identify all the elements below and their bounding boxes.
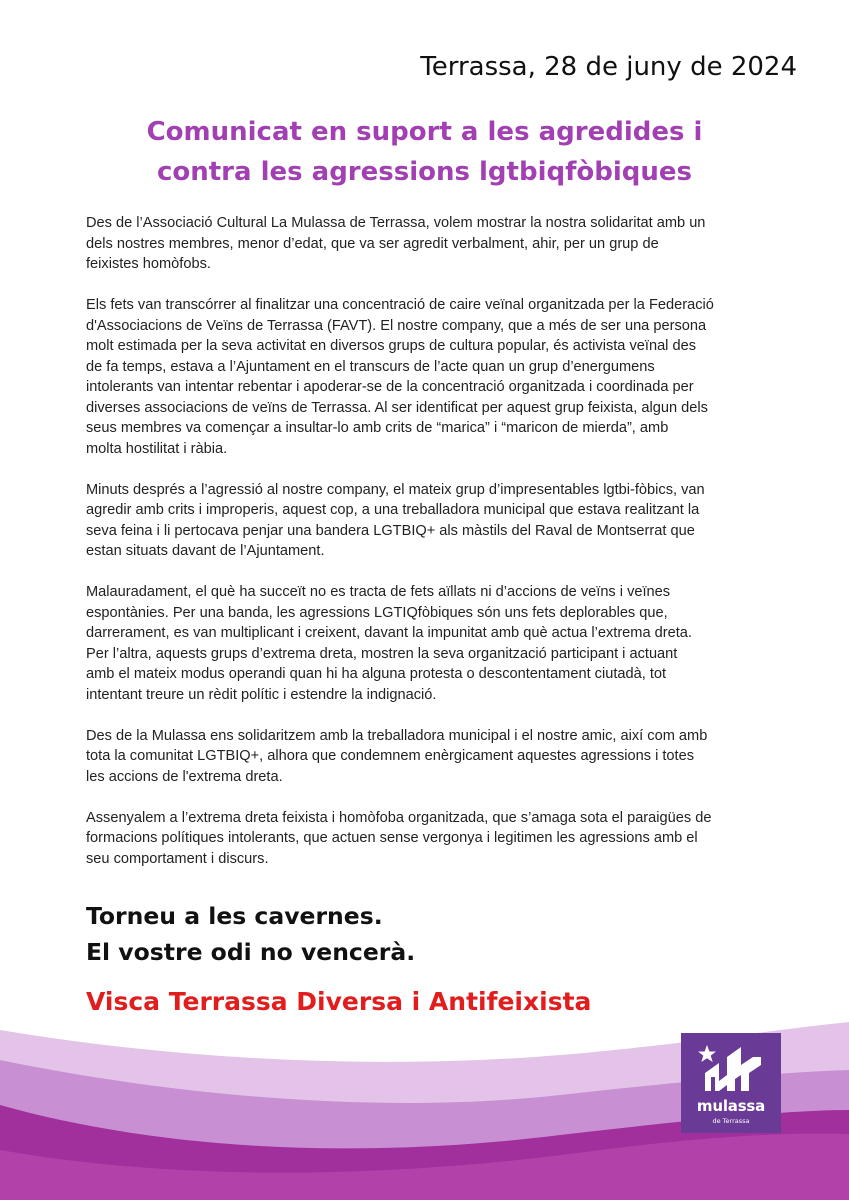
paragraph-line: Des de la Mulassa ens solidaritzem amb la treballadora municipal i el nostre amic, així com amb xyxy=(86,727,708,744)
paragraph-line: darrerament, es van multiplicant i creixent, davant la impunitat amb què actua l’extrema dreta. xyxy=(86,625,692,641)
document-date: Terrassa, 28 de juny de 2024 xyxy=(420,52,797,82)
paragraph-line: tota la comunitat LGTBIQ+, alhora que condemnem enèrgicament aquestes agressions i totes xyxy=(86,748,695,764)
mulassa-logo xyxy=(681,1033,781,1133)
paragraph-line: intolerants van intentar rebentar i apoderar-se de la concentració organitzada i coordinada per xyxy=(86,379,694,395)
paragraph-line: intentant treure un rèdit polític i estendre la indignació. xyxy=(86,686,437,703)
paragraph-line: amb el mateix modus operandi quan hi ha alguna protesta o descontentament ciutadà, tot xyxy=(86,666,667,682)
paragraph-line: Assenyalem a l’extrema dreta feixista i homòfoba organitzada, que s’amaga sota el paraigües de xyxy=(86,809,712,826)
paragraph-line: de fa temps, estava a l’Ajuntament en el transcurs de l’acte quan un grup d’energumens xyxy=(86,358,655,375)
paragraph-line: Els fets van transcórrer al finalitzar una concentració de caire veïnal organitzada per la Federació xyxy=(86,297,714,313)
document-body xyxy=(86,213,766,890)
closing-line-2: El vostre odi no vencerà. xyxy=(86,938,416,966)
paragraph-line: agredir amb crits i improperis, aquest cop, a una treballadora municipal que estava realitzant la xyxy=(86,502,700,518)
paragraph xyxy=(86,582,766,705)
paragraph-line: Per l’altra, aquests grups d’extrema dreta, mostren la seva organització participant i actuant xyxy=(86,645,678,662)
paragraph xyxy=(86,295,766,459)
paragraph-line: molta hostilitat i ràbia. xyxy=(86,440,228,457)
mulassa-logo-mark xyxy=(697,1041,765,1097)
paragraph-line: Minuts després a l’agressió al nostre company, el mateix grup d’impresentables lgtbi-fòbics, van xyxy=(86,481,705,498)
paragraph-line: seva feina i li pertocava penjar una bandera LGTBIQ+ als màstils del Raval de Montserrat que xyxy=(86,522,695,539)
paragraph-line: molt estimada per la seva activitat en diversos grups de cultura popular, és activista veïnal des xyxy=(86,338,697,354)
logo-subtitle: de Terrassa xyxy=(712,1117,750,1125)
paragraph-line: Des de l’Associació Cultural La Mulassa de Terrassa, volem mostrar la nostra solidaritat amb un xyxy=(86,215,706,231)
paragraph xyxy=(86,808,766,870)
title-line-2: contra les agressions lgtbiqfòbiques xyxy=(156,157,693,187)
paragraph-line: estan situats davant de l’Ajuntament. xyxy=(86,543,325,559)
paragraph-line: dels nostres membres, menor d’edat, que va ser agredit verbalment, ahir, per un grup de xyxy=(86,235,659,252)
paragraph-line: espontànies. Per una banda, les agressions LGTIQfòbiques són uns fets deplorables que, xyxy=(86,604,668,621)
paragraph-line: diverses associacions de veïns de Terrassa. Al ser identificat per aquest grup feixista, algun dels xyxy=(86,399,708,416)
logo-glyph-gap xyxy=(711,1077,715,1091)
closing-statement xyxy=(86,898,415,970)
paragraph xyxy=(86,726,766,788)
logo-wordmark: mulassa xyxy=(696,1097,766,1115)
paragraph-line: seus membres va començar a insultar-lo amb crits de “marica” i “maricon de mierda”, amb xyxy=(86,420,669,436)
title-line-1: Comunicat en suport a les agredides i xyxy=(146,117,703,147)
paragraph-line: feixistes homòfobs. xyxy=(86,256,211,272)
paragraph xyxy=(86,480,766,562)
paragraph-line: d'Associacions de Veïns de Terrassa (FAVT). El nostre company, que a més de ser una persona xyxy=(86,317,707,334)
paragraph-line: les accions de l'extrema dreta. xyxy=(86,768,283,785)
paragraph-line: Malauradament, el què ha succeït no es tracta de fets aïllats ni d’accions de veïns i veïnes xyxy=(86,584,671,600)
page-title xyxy=(60,112,789,192)
closing-line-1: Torneu a les cavernes. xyxy=(86,902,383,930)
paragraph xyxy=(86,213,766,275)
star-icon xyxy=(698,1045,716,1062)
slogan: Visca Terrassa Diversa i Antifeixista xyxy=(86,987,592,1016)
paragraph-line: formacions polítiques intolerants, que actuen sense vergonya i legitimen les agressions amb el xyxy=(86,830,698,846)
paragraph-line: seu comportament i discurs. xyxy=(86,850,269,867)
